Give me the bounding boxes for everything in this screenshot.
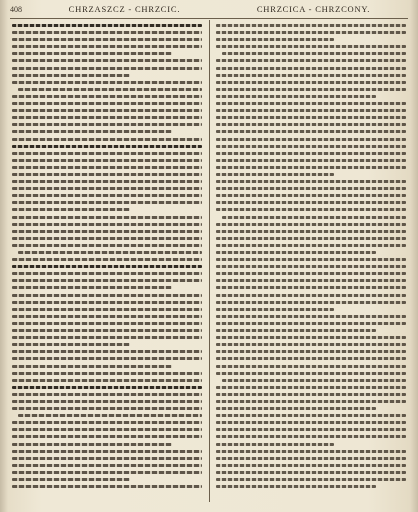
text-line-placeholder <box>12 24 202 27</box>
column-divider <box>209 20 210 502</box>
text-line-placeholder <box>216 322 406 325</box>
text-line-placeholder <box>12 244 202 247</box>
text-line-placeholder <box>216 336 406 339</box>
text-line-placeholder <box>216 159 406 162</box>
text-line-placeholder <box>12 31 202 34</box>
text-line-placeholder <box>12 272 202 275</box>
text-line-placeholder <box>216 315 406 318</box>
text-line-placeholder <box>222 379 406 382</box>
text-line-placeholder <box>216 24 406 27</box>
text-line-placeholder <box>12 145 202 148</box>
header-rule <box>10 18 408 19</box>
text-line-placeholder <box>12 286 172 289</box>
text-line-placeholder <box>12 237 202 240</box>
text-line-placeholder <box>12 386 202 389</box>
text-line-placeholder <box>12 478 130 481</box>
text-line-placeholder <box>12 258 202 261</box>
text-line-placeholder <box>216 435 406 438</box>
text-line-placeholder <box>216 38 334 41</box>
text-line-placeholder <box>216 194 406 197</box>
text-line-placeholder <box>12 450 202 453</box>
text-line-placeholder <box>12 443 172 446</box>
text-line-placeholder <box>216 187 406 190</box>
text-line-placeholder <box>12 365 172 368</box>
text-line-placeholder <box>216 393 406 396</box>
text-line-placeholder <box>12 421 202 424</box>
text-line-placeholder <box>216 180 406 183</box>
text-line-placeholder <box>222 216 406 219</box>
text-line-placeholder <box>216 45 406 48</box>
text-line-placeholder <box>216 464 406 467</box>
text-line-placeholder <box>216 308 334 311</box>
text-line-placeholder <box>216 485 376 488</box>
text-line-placeholder <box>216 145 406 148</box>
text-line-placeholder <box>12 400 202 403</box>
text-line-placeholder <box>216 357 406 360</box>
text-line-placeholder <box>216 59 406 62</box>
text-line-placeholder <box>12 59 202 62</box>
text-line-placeholder <box>216 286 406 289</box>
text-line-placeholder <box>216 414 406 417</box>
text-line-placeholder <box>216 350 406 353</box>
text-line-placeholder <box>12 102 202 105</box>
text-line-placeholder <box>12 223 202 226</box>
text-line-placeholder <box>12 180 202 183</box>
text-line-placeholder <box>12 379 202 382</box>
text-line-placeholder <box>12 81 202 84</box>
text-line-placeholder <box>216 421 406 424</box>
text-line-placeholder <box>216 130 406 133</box>
text-line-placeholder <box>216 166 406 169</box>
text-line-placeholder <box>12 159 202 162</box>
text-line-placeholder <box>12 308 202 311</box>
text-line-placeholder <box>12 74 130 77</box>
text-line-placeholder <box>216 102 406 105</box>
text-line-placeholder <box>216 279 406 282</box>
text-line-placeholder <box>12 435 202 438</box>
text-line-placeholder <box>216 230 406 233</box>
text-line-placeholder <box>12 109 202 112</box>
text-line-placeholder <box>12 471 202 474</box>
text-line-placeholder <box>216 365 406 368</box>
text-line-placeholder <box>216 450 406 453</box>
right-text-column <box>216 24 406 496</box>
text-line-placeholder <box>216 31 406 34</box>
text-line-placeholder <box>18 88 202 91</box>
text-line-placeholder <box>216 244 406 247</box>
text-line-placeholder <box>12 265 202 268</box>
text-line-placeholder <box>12 138 202 141</box>
text-line-placeholder <box>216 471 406 474</box>
left-text-column <box>12 24 202 496</box>
text-line-placeholder <box>12 45 202 48</box>
text-line-placeholder <box>12 315 202 318</box>
text-line-placeholder <box>216 138 406 141</box>
text-line-placeholder <box>216 407 376 410</box>
text-line-placeholder <box>216 173 334 176</box>
text-line-placeholder <box>216 386 406 389</box>
text-line-placeholder <box>216 237 406 240</box>
text-line-placeholder <box>12 130 172 133</box>
text-line-placeholder <box>216 116 406 119</box>
text-line-placeholder <box>12 428 202 431</box>
text-line-placeholder <box>216 67 406 70</box>
text-line-placeholder <box>222 52 406 55</box>
text-line-placeholder <box>216 95 376 98</box>
left-page-edge-shadow <box>0 0 8 512</box>
text-line-placeholder <box>216 478 406 481</box>
text-line-placeholder <box>12 194 202 197</box>
text-line-placeholder <box>12 201 202 204</box>
text-line-placeholder <box>216 251 376 254</box>
text-line-placeholder <box>12 457 202 460</box>
text-line-placeholder <box>216 201 406 204</box>
text-line-placeholder <box>12 294 202 297</box>
text-line-placeholder <box>216 109 406 112</box>
text-line-placeholder <box>12 372 202 375</box>
left-running-head: CHRZASZCZ - CHRZCIC. <box>68 4 181 14</box>
text-line-placeholder <box>216 301 406 304</box>
text-line-placeholder <box>12 208 130 211</box>
text-line-placeholder <box>12 329 202 332</box>
text-line-placeholder <box>12 216 202 219</box>
text-line-placeholder <box>18 251 202 254</box>
text-line-placeholder <box>12 393 202 396</box>
text-line-placeholder <box>12 52 172 55</box>
text-line-placeholder <box>216 400 406 403</box>
text-line-placeholder <box>12 230 202 233</box>
text-line-placeholder <box>216 294 406 297</box>
text-line-placeholder <box>12 187 202 190</box>
text-line-placeholder <box>216 258 406 261</box>
text-line-placeholder <box>12 336 202 339</box>
text-line-placeholder <box>216 343 406 346</box>
page-header <box>10 4 408 18</box>
text-line-placeholder <box>216 81 406 84</box>
text-line-placeholder <box>12 67 202 70</box>
right-page-edge-shadow <box>410 0 418 512</box>
text-line-placeholder <box>216 457 406 460</box>
text-line-placeholder <box>216 265 406 268</box>
text-line-placeholder <box>18 414 202 417</box>
text-line-placeholder <box>216 74 406 77</box>
text-line-placeholder <box>12 464 202 467</box>
text-line-placeholder <box>12 485 202 488</box>
text-line-placeholder <box>12 173 202 176</box>
text-line-placeholder <box>12 38 202 41</box>
text-line-placeholder <box>216 443 334 446</box>
text-line-placeholder <box>12 322 202 325</box>
text-line-placeholder <box>216 123 406 126</box>
text-line-placeholder <box>216 88 406 91</box>
right-running-head: CHRZCICA - CHRZCONY. <box>256 4 371 14</box>
text-line-placeholder <box>216 272 406 275</box>
text-line-placeholder <box>12 116 202 119</box>
text-line-placeholder <box>12 357 202 360</box>
text-line-placeholder <box>12 301 202 304</box>
text-line-placeholder <box>216 428 406 431</box>
text-line-placeholder <box>12 95 202 98</box>
text-line-placeholder <box>216 152 406 155</box>
text-line-placeholder <box>216 329 376 332</box>
text-line-placeholder <box>216 223 406 226</box>
text-line-placeholder <box>216 208 406 211</box>
text-line-placeholder <box>12 123 202 126</box>
text-line-placeholder <box>216 372 406 375</box>
text-line-placeholder <box>12 166 202 169</box>
text-line-placeholder <box>12 350 202 353</box>
page-number: 408 <box>10 5 22 14</box>
text-line-placeholder <box>12 279 202 282</box>
text-line-placeholder <box>12 343 130 346</box>
text-line-placeholder <box>12 407 202 410</box>
text-line-placeholder <box>12 152 202 155</box>
